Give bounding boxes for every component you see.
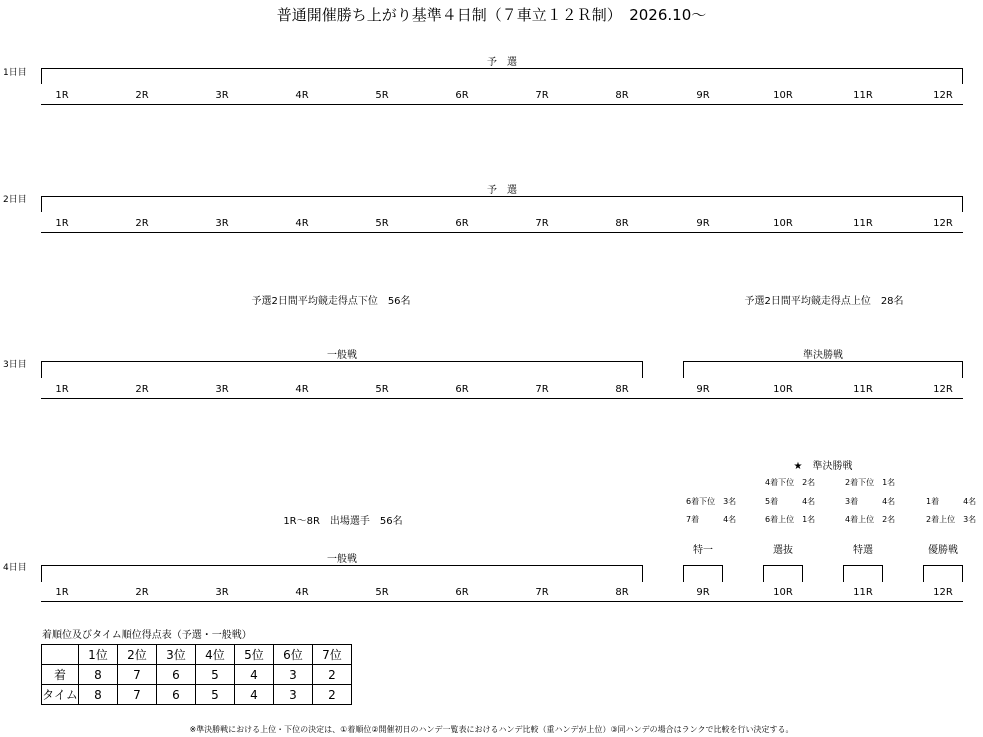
race-label: 9R: [696, 384, 710, 395]
race-label: 7R: [535, 587, 549, 598]
race-label: 5R: [375, 587, 389, 598]
race-label: 2R: [135, 90, 149, 101]
race-label: 8R: [615, 587, 629, 598]
row-label: 着: [42, 665, 79, 685]
race-label: 5R: [375, 90, 389, 101]
final-race-label: 選抜: [773, 545, 793, 556]
race-label: 10R: [773, 90, 793, 101]
final-bracket-right-tick: [722, 565, 723, 582]
race-label: 9R: [696, 587, 710, 598]
advancement-cell: 7着 4名: [686, 515, 737, 524]
table-row: [42, 685, 352, 705]
general-bracket-left-tick: [41, 565, 42, 582]
baseline: [41, 601, 963, 602]
advancement-cell: 3着 4名: [845, 497, 896, 506]
final-bracket: [843, 565, 883, 566]
race-label: 2R: [135, 587, 149, 598]
header-cell: 7位: [313, 645, 352, 665]
qualifier-bracket-right-tick: [962, 68, 963, 84]
race-label: 6R: [455, 218, 469, 229]
table-cell: 4: [235, 685, 274, 705]
race-label: 10R: [773, 587, 793, 598]
race-label: 3R: [215, 384, 229, 395]
final-race-label: 優勝戦: [928, 545, 958, 556]
race-label: 11R: [853, 384, 873, 395]
table-cell: 4: [235, 665, 274, 685]
advancement-cell: 2着下位 1名: [845, 478, 896, 487]
race-label: 12R: [933, 218, 953, 229]
table-cell: 2: [313, 685, 352, 705]
qualifier-bracket-right-tick: [962, 196, 963, 212]
race-label: 6R: [455, 587, 469, 598]
race-label: 1R: [55, 218, 69, 229]
semifinal-bracket-right-tick: [962, 361, 963, 378]
race-label: 10R: [773, 384, 793, 395]
race-label: 1R: [55, 384, 69, 395]
final-bracket: [683, 565, 723, 566]
race-label: 11R: [853, 90, 873, 101]
race-label: 9R: [696, 90, 710, 101]
page-title: 普通開催勝ち上がり基準４日制（７車立１２Ｒ制） 2026.10～: [276, 6, 707, 24]
final-bracket: [763, 565, 803, 566]
race-label: 6R: [455, 90, 469, 101]
table-cell: 2: [313, 665, 352, 685]
race-label: 5R: [375, 218, 389, 229]
note-lower-ranked: 予選2日間平均競走得点下位 56名: [251, 296, 411, 307]
final-bracket-right-tick: [882, 565, 883, 582]
race-label: 8R: [615, 90, 629, 101]
race-label: 1R: [55, 90, 69, 101]
race-label: 12R: [933, 587, 953, 598]
semifinal-header: ★ 準決勝戦: [793, 461, 853, 472]
race-label: 2R: [135, 384, 149, 395]
advancement-cell: 4着下位 2名: [765, 478, 816, 487]
race-label: 12R: [933, 384, 953, 395]
baseline: [41, 398, 963, 399]
final-race-label: 特一: [693, 545, 713, 556]
race-label: 4R: [295, 218, 309, 229]
note-upper-ranked: 予選2日間平均競走得点上位 28名: [744, 296, 904, 307]
table-cell: 7: [118, 685, 157, 705]
advancement-cell: 1着 4名: [926, 497, 977, 506]
semifinal-bracket-left-tick: [683, 361, 684, 378]
qualifier-bracket-left-tick: [41, 68, 42, 84]
race-label: 3R: [215, 587, 229, 598]
race-label: 11R: [853, 218, 873, 229]
final-bracket-left-tick: [923, 565, 924, 582]
day-label: 3日目: [3, 360, 27, 370]
section-label: 準決勝戦: [803, 350, 843, 361]
final-bracket-left-tick: [683, 565, 684, 582]
header-cell: 1位: [79, 645, 118, 665]
race-label: 5R: [375, 384, 389, 395]
table-cell: 5: [196, 665, 235, 685]
table-cell: 8: [79, 665, 118, 685]
advancement-cell: 6着上位 1名: [765, 515, 816, 524]
day-label: 1日目: [3, 68, 27, 78]
race-label: 7R: [535, 90, 549, 101]
race-label: 6R: [455, 384, 469, 395]
race-label: 11R: [853, 587, 873, 598]
advancement-cell: 2着上位 3名: [926, 515, 977, 524]
race-label: 7R: [535, 384, 549, 395]
points-table-header-row: [42, 645, 352, 665]
table-cell: 5: [196, 685, 235, 705]
final-bracket-left-tick: [843, 565, 844, 582]
general-bracket-right-tick: [642, 361, 643, 378]
advancement-cell: 6着下位 3名: [686, 497, 737, 506]
race-label: 8R: [615, 218, 629, 229]
general-bracket: [41, 361, 643, 362]
race-label: 3R: [215, 90, 229, 101]
general-bracket-left-tick: [41, 361, 42, 378]
header-cell: 5位: [235, 645, 274, 665]
semifinal-bracket: [683, 361, 963, 362]
race-label: 4R: [295, 90, 309, 101]
race-label: 9R: [696, 218, 710, 229]
baseline: [41, 104, 963, 105]
table-cell: 6: [157, 665, 196, 685]
section-label: 予 選: [487, 57, 517, 68]
header-cell: 4位: [196, 645, 235, 665]
table-cell: 6: [157, 685, 196, 705]
qualifier-bracket-left-tick: [41, 196, 42, 212]
qualifier-bracket: [41, 196, 963, 197]
qualifier-bracket: [41, 68, 963, 69]
final-race-label: 特選: [853, 545, 873, 556]
table-row: [42, 665, 352, 685]
final-bracket-left-tick: [763, 565, 764, 582]
header-cell: 6位: [274, 645, 313, 665]
race-label: 4R: [295, 587, 309, 598]
note-entrants: 1R～8R 出場選手 56名: [283, 516, 403, 527]
advancement-cell: 4着上位 2名: [845, 515, 896, 524]
race-label: 12R: [933, 90, 953, 101]
table-cell: 3: [274, 685, 313, 705]
race-label: 3R: [215, 218, 229, 229]
footnote: ※準決勝戦における上位・下位の決定は、①着順位②開催初日のハンデ一覧表におけるハンデ比較（重ハンデが上位）③同ハンデの場合はランクで比較を行い決定する。: [189, 725, 794, 734]
advancement-cell: 5着 4名: [765, 497, 816, 506]
race-label: 4R: [295, 384, 309, 395]
section-label: 予 選: [487, 185, 517, 196]
points-table: [41, 644, 352, 705]
race-label: 10R: [773, 218, 793, 229]
table-cell: 3: [274, 665, 313, 685]
general-bracket-right-tick: [642, 565, 643, 582]
race-label: 2R: [135, 218, 149, 229]
general-bracket: [41, 565, 643, 566]
header-cell: 3位: [157, 645, 196, 665]
final-bracket: [923, 565, 963, 566]
header-cell: 2位: [118, 645, 157, 665]
day-label: 2日目: [3, 195, 27, 205]
final-bracket-right-tick: [802, 565, 803, 582]
race-label: 8R: [615, 384, 629, 395]
points-table-caption: 着順位及びタイム順位得点表（予選・一般戦）: [42, 630, 252, 641]
baseline: [41, 232, 963, 233]
final-bracket-right-tick: [962, 565, 963, 582]
day-label: 4日目: [3, 563, 27, 573]
row-label: タイム: [42, 685, 79, 705]
table-cell: 8: [79, 685, 118, 705]
section-label: 一般戦: [327, 554, 357, 565]
race-label: 1R: [55, 587, 69, 598]
section-label: 一般戦: [327, 350, 357, 361]
race-label: 7R: [535, 218, 549, 229]
table-cell: 7: [118, 665, 157, 685]
